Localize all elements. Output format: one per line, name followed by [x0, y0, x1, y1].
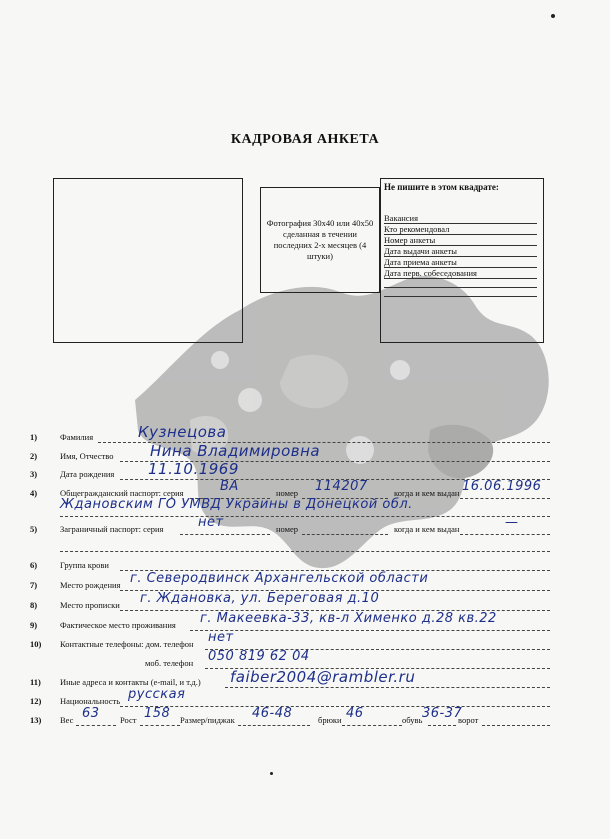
office-line: Кто рекомендовал: [384, 224, 537, 235]
office-use-lines: [384, 213, 537, 297]
field-number: 12): [30, 696, 42, 706]
field-number: 6): [30, 560, 38, 570]
passport-issue-date-value[interactable]: 16.06.1996: [462, 479, 542, 494]
office-line: Номер анкеты: [384, 235, 537, 246]
field-line: [238, 725, 310, 726]
field-label: номер: [276, 488, 299, 498]
shoe-size-value[interactable]: 36-37: [422, 706, 463, 721]
field-number: 1): [30, 432, 38, 442]
office-blank-line: [384, 288, 537, 297]
registration-value[interactable]: г. Ждановка, ул. Береговая д.10: [140, 591, 380, 606]
field-label: Имя, Отчество: [60, 451, 114, 461]
field-line: [190, 630, 550, 631]
field-line: [60, 551, 550, 552]
birthdate-value[interactable]: 11.10.1969: [148, 460, 239, 478]
passport-issuer-value[interactable]: Ждановским ГО УМВД Украины в Донецкой обл.: [60, 497, 413, 512]
form-title: КАДРОВАЯ АНКЕТА: [230, 132, 380, 147]
field-line: [342, 725, 402, 726]
trousers-size-value[interactable]: 46: [346, 706, 364, 721]
field-label: Иные адреса и контакты (e-mail, и т.д.): [60, 677, 201, 687]
office-use-heading: Не пишите в этом квадрате:: [384, 182, 499, 192]
jacket-size-value[interactable]: 46-48: [252, 706, 293, 721]
field-label: Группа крови: [60, 560, 109, 570]
foreign-passport-series-value[interactable]: нет: [198, 515, 224, 530]
field-line: [225, 687, 550, 688]
field-foreign-passport-cont: [30, 538, 550, 554]
office-line: Дата перв. собеседования: [384, 268, 537, 279]
passport-series-value[interactable]: ВА: [220, 479, 239, 494]
surname-value[interactable]: Кузнецова: [138, 423, 227, 441]
name-value[interactable]: Нина Владимировна: [150, 442, 321, 460]
field-line: [140, 725, 180, 726]
field-label: Дата рождения: [60, 469, 115, 479]
field-number: 3): [30, 469, 38, 479]
field-line: [302, 534, 388, 535]
field-label: Заграничный паспорт: серия: [60, 524, 164, 534]
mobile-phone-value[interactable]: 050 819 62 04: [208, 649, 310, 664]
email-value[interactable]: faiber2004@rambler.ru: [230, 668, 416, 686]
height-value[interactable]: 158: [144, 706, 171, 721]
residence-value[interactable]: г. Макеевка-33, кв-л Хименко д.28 кв.22: [200, 611, 497, 626]
field-label: номер: [276, 524, 299, 534]
office-line: Дата приема анкеты: [384, 257, 537, 268]
field-number: 8): [30, 600, 38, 610]
field-line: [180, 534, 270, 535]
field-residence: [30, 611, 550, 633]
field-line: [120, 706, 550, 707]
office-line: Дата выдачи анкеты: [384, 246, 537, 257]
field-other-contacts: [30, 668, 550, 690]
photo-placeholder-frame: [53, 178, 243, 343]
field-label: Общегражданский паспорт: серия: [60, 488, 184, 498]
nationality-value[interactable]: русская: [128, 687, 186, 702]
foreign-passport-issue-value[interactable]: —: [505, 515, 519, 530]
field-label: обувь: [402, 715, 423, 725]
birthplace-value[interactable]: г. Северодвинск Архангельской области: [130, 571, 429, 586]
field-measurements: [30, 706, 550, 728]
field-label: Место прописки: [60, 600, 120, 610]
field-label: брюки: [318, 715, 342, 725]
field-number: 5): [30, 524, 38, 534]
field-line: [60, 516, 550, 517]
field-label: Национальность: [60, 696, 121, 706]
weight-value[interactable]: 63: [82, 706, 100, 721]
field-label: Фактическое место проживания: [60, 620, 176, 630]
field-line: [460, 498, 550, 499]
field-label: когда и кем выдан: [394, 488, 460, 498]
field-label: Фамилия: [60, 432, 94, 442]
field-name: [30, 442, 550, 464]
field-number: 13): [30, 715, 42, 725]
scan-speck: [551, 14, 555, 18]
field-label: Контактные телефоны: дом. телефон: [60, 639, 194, 649]
field-line: [428, 725, 456, 726]
field-number: 11): [30, 677, 41, 687]
passport-number-value[interactable]: 114207: [315, 479, 368, 494]
field-label: моб. телефон: [145, 658, 194, 668]
photo-requirements-text: Фотография 30х40 или 40х50 сделанная в течении последних 2-х месяцев (4 штуки): [266, 218, 374, 261]
photo-requirements-box: [260, 187, 380, 293]
field-foreign-passport: [30, 515, 550, 537]
field-label: Вес: [60, 715, 74, 725]
office-use-box: [380, 178, 544, 343]
field-label: ворот: [458, 715, 479, 725]
field-label: Рост: [120, 715, 137, 725]
field-line: [460, 534, 550, 535]
field-label: Место рождения: [60, 580, 121, 590]
field-number: 10): [30, 639, 42, 649]
field-passport-issuer: [30, 497, 550, 519]
field-number: 2): [30, 451, 38, 461]
field-number: 7): [30, 580, 38, 590]
scan-speck: [270, 772, 273, 775]
field-number: 9): [30, 620, 38, 630]
home-phone-value[interactable]: нет: [208, 630, 234, 645]
field-number: 4): [30, 488, 38, 498]
office-line: Вакансия: [384, 213, 537, 224]
field-label: когда и кем выдан: [394, 524, 460, 534]
field-label: Размер/пиджак: [180, 715, 235, 725]
field-line: [76, 725, 116, 726]
field-line: [482, 725, 550, 726]
office-blank-line: [384, 279, 537, 288]
